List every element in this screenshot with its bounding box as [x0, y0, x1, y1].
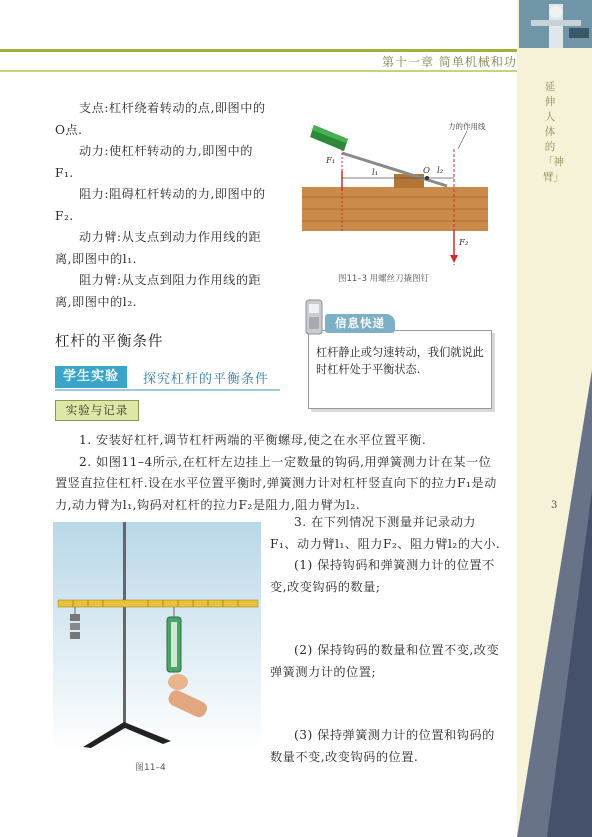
info-tag: 信息快递 [325, 314, 395, 333]
side-note: 延伸人体的「神臂」 [543, 81, 564, 183]
experiment-badge: 学生实验 [55, 366, 127, 388]
margin-decoration [517, 370, 592, 837]
label-force-line: 力的作用线 [448, 122, 486, 131]
figure-11-4-caption: 图11–4 [135, 763, 166, 773]
step-3-3: (3) 保持弹簧测力计的位置和钩码的数量不变,改变钩码的位置. [270, 728, 495, 764]
experiment-steps [55, 430, 500, 516]
step-2: 2. 如图11–4所示,在杠杆左边挂上一定数量的钩码,用弹簧测力计在某一位置竖直拉住杠杆.设在水平位置平衡时,弹簧测力计对杠杆竖直向下的拉力F₁是动力,动力臂为l₁,钩码对杠杆的拉力F₂是阻力,阻力臂为l₂. [55, 454, 497, 512]
step-3-2: (2) 保持钩码的数量和位置不变,改变弹簧测力计的位置; [270, 643, 500, 679]
definition-block [55, 98, 270, 313]
definition-resistance: 阻力:阻碍杠杆转动的力,即图中的F₂. [55, 187, 266, 223]
definition-effort: 动力:使杠杆转动的力,即图中的F₁. [55, 144, 253, 180]
label-f1: F₁ [326, 156, 336, 166]
step-3-1: (1) 保持钩码和弹簧测力计的位置不变,改变钩码的数量; [270, 558, 495, 594]
spring-scale-icon [167, 607, 181, 672]
label-l1: l₁ [372, 168, 379, 178]
chapter-title: 第十一章 简单机械和功 [382, 55, 517, 69]
definition-effort-arm: 动力臂:从支点到动力作用线的距离,即图中的l₁. [55, 230, 262, 266]
figure-11-3-caption: 图11–3 用螺丝刀撬图钉 [338, 274, 430, 284]
label-o: O [423, 166, 430, 176]
definition-fulcrum: 支点:杠杆绕着转动的点,即图中的O点. [55, 101, 266, 137]
header-rule [0, 49, 517, 52]
definition-resistance-arm: 阻力臂:从支点到阻力作用线的距离,即图中的l₂. [55, 273, 262, 309]
label-l2: l₂ [437, 166, 444, 176]
record-badge: 实验与记录 [55, 400, 139, 421]
fulcrum-point [425, 176, 429, 180]
stand-rod [123, 522, 126, 727]
step-3: 3. 在下列情况下测量并记录动力F₁、动力臂l₁、阻力F₂、阻力臂l₂的大小. [270, 515, 501, 551]
step-1: 1. 安装好杠杆,调节杠杆两端的平衡螺母,使之在水平位置平衡. [79, 433, 427, 447]
measurement-steps [270, 512, 502, 768]
figure-11-3 [302, 119, 488, 267]
page-number: 3 [551, 500, 558, 511]
astronaut-photo-icon [519, 0, 592, 48]
corner-photo [519, 0, 592, 48]
figure-11-4 [53, 522, 261, 752]
section-title: 杠杆的平衡条件 [55, 334, 164, 350]
experiment-title: 探究杠杆的平衡条件 [143, 372, 270, 387]
header-rule-lower [0, 70, 517, 72]
label-f2: F₂ [459, 238, 469, 248]
info-text: 杠杆静止或匀速转动，我们就说此时杠杆处于平衡状态. [316, 346, 484, 376]
experiment-rule [55, 389, 280, 391]
screwdriver-handle-icon [310, 125, 348, 151]
